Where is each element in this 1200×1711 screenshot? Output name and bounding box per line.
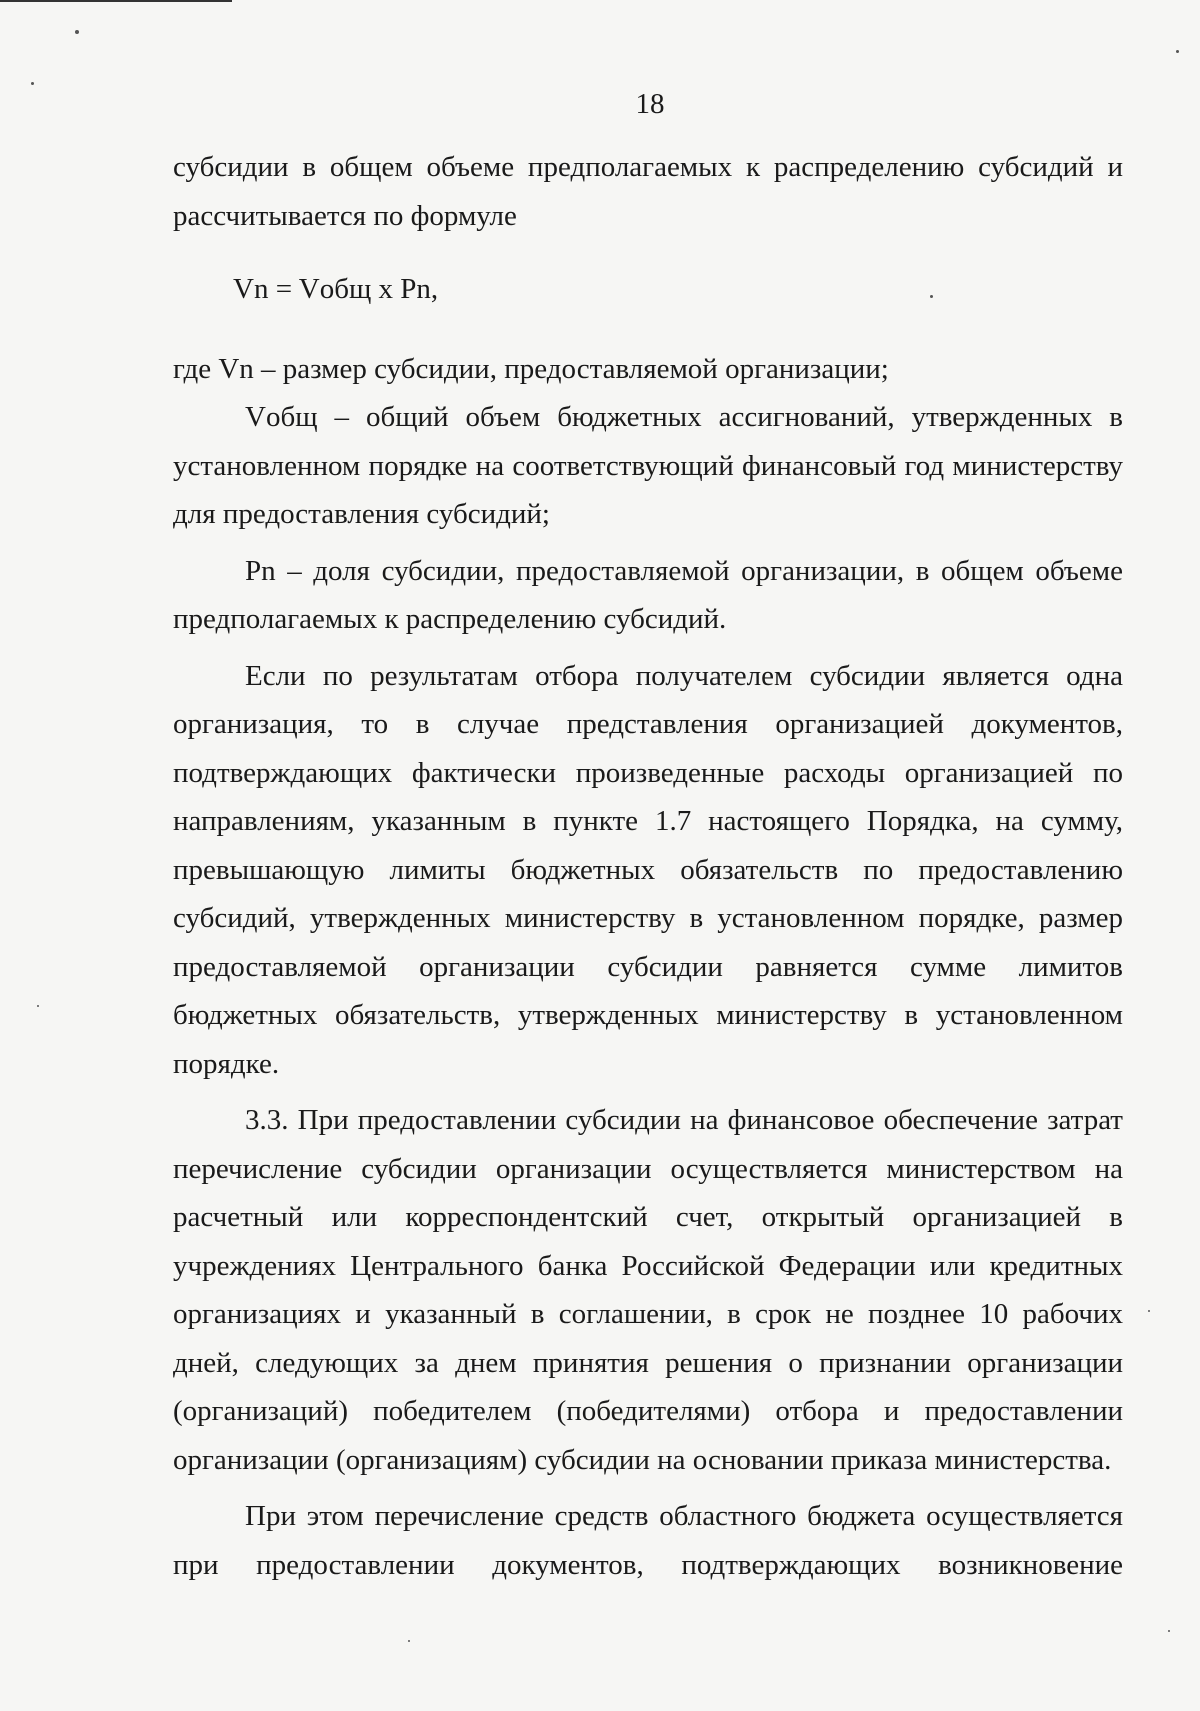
scan-speck xyxy=(1148,1310,1150,1312)
paragraph-vobsch-definition: Vобщ – общий объем бюджетных ассигнований, утвержденных в установленном порядке на соответствующий финансовый год министерству для предоставления субсидий; xyxy=(173,401,1123,530)
scan-speck xyxy=(37,1005,39,1007)
formula: Vn = Vобщ x Pn, xyxy=(233,273,439,305)
scan-speck xyxy=(1176,50,1179,53)
paragraph-formula-intro: субсидии в общем объеме предполагаемых к распределению субсидий и рассчитывается по формуле xyxy=(173,151,1123,232)
scan-speck xyxy=(31,82,34,85)
page-number: 18 xyxy=(635,88,665,120)
scan-speck xyxy=(408,1640,410,1642)
scan-edge-line xyxy=(0,0,232,2)
paragraph-vn-definition: где Vn – размер субсидии, предоставляемой организации; xyxy=(173,352,889,385)
scan-speck xyxy=(1168,1630,1170,1632)
document-body xyxy=(173,143,1123,1589)
scan-speck xyxy=(930,295,933,298)
paragraph-pn-definition: Pn – доля субсидии, предоставляемой организации, в общем объеме предполагаемых к распределению субсидий. xyxy=(173,554,1123,635)
paragraph-transfer-conditions: При этом перечисление средств областного бюджета осуществляется при предоставлении документов, подтверждающих возникновение xyxy=(173,1500,1123,1581)
paragraph-section-3-3: 3.3. При предоставлении субсидии на финансовое обеспечение затрат перечисление субсидии организации осуществляется министерством на расчетный или корреспондентский счет, открытый организацией в учреждениях Центрального банка Российской Федерации или кредитных организациях и указанный в соглашении, в срок не позднее 10 рабочих дней, следующих за днем принятия решения о признании организации (организаций) победителем (победителями) отбора и предоставлении организации (организациям) субсидии на основании приказа министерства. xyxy=(173,1104,1123,1476)
paragraph-single-organization: Если по результатам отбора получателем субсидии является одна организация, то в случае представления организацией документов, подтверждающих фактически произведенные расходы организацией по направлениям, указанным в пункте 1.7 настоящего Порядка, на сумму, превышающую лимиты бюджетных обязательств по предоставлению субсидий, утвержденных министерству в установленном порядке, размер предоставляемой организации субсидии равняется сумме лимитов бюджетных обязательств, утвержденных министерству в установленном порядке. xyxy=(173,659,1123,1080)
scan-speck xyxy=(75,30,79,34)
